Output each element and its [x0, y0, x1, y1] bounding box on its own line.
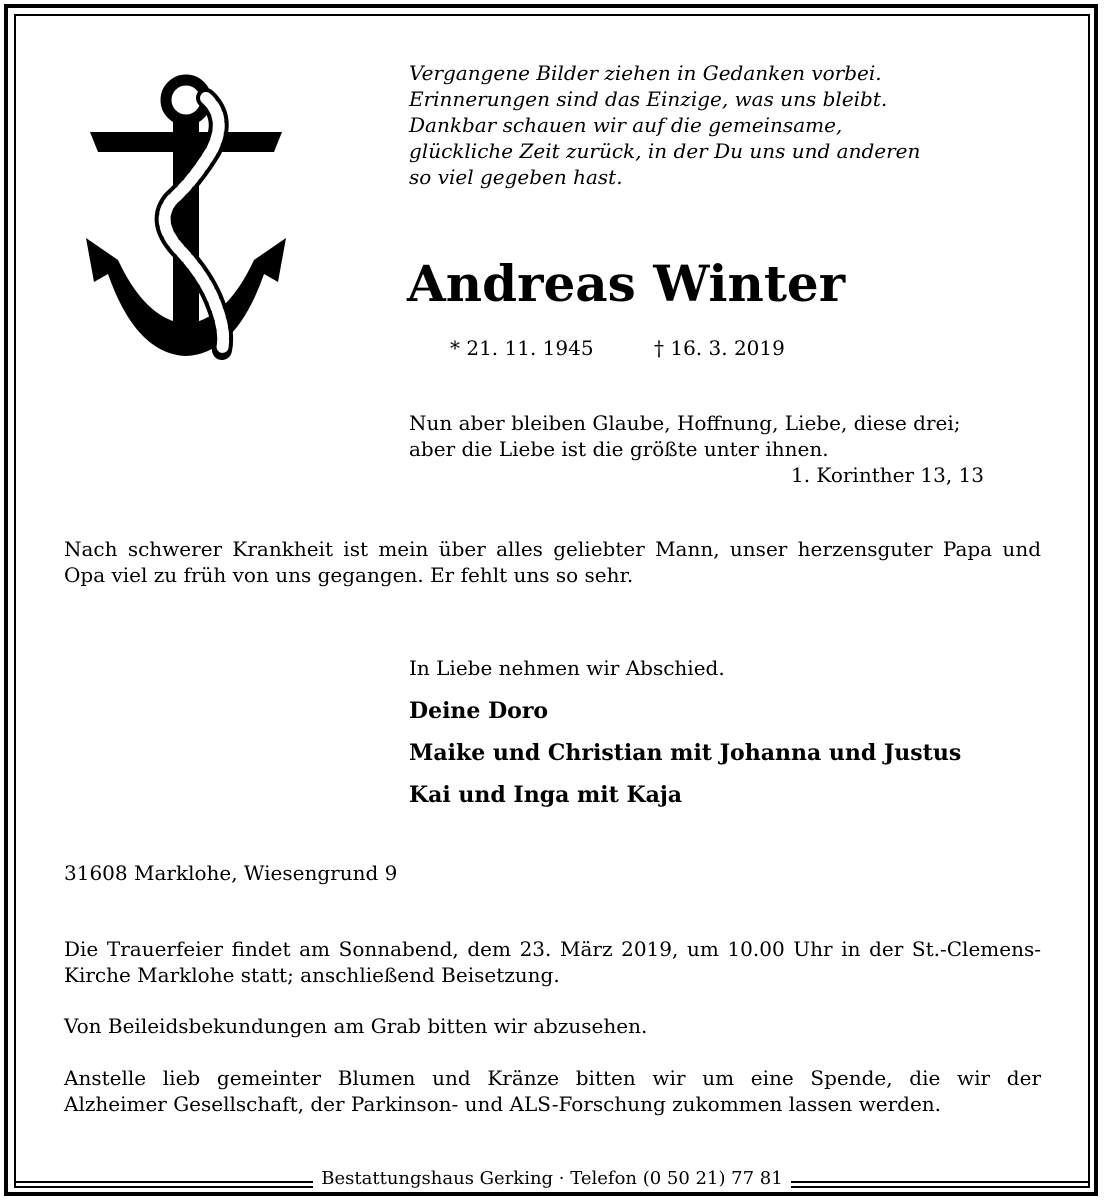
poem-line: so viel gegeben hast. — [409, 165, 623, 189]
donation-line: Alzheimer Gesellschaft, der Parkinson- und ALS-Forschung zukommen lassen werden. — [64, 1092, 942, 1116]
verse-line: Nun aber bleiben Glaube, Hoffnung, Liebe, diese drei; — [409, 411, 961, 435]
verse-reference: 1. Korinther 13, 13 — [790, 463, 984, 487]
deceased-name: Andreas Winter — [407, 254, 846, 313]
birth-date: * 21. 11. 1945 — [450, 336, 594, 360]
funeral-line: Die Trauerfeier findet am Sonnabend, dem 23. März 2019, um 10.00 Uhr in der St.-Clemens- — [64, 937, 1041, 961]
funeral-home-contact: Bestattungshaus Gerking · Telefon (0 50 21) 77 81 — [313, 1168, 790, 1189]
condolence-note — [64, 1013, 647, 1039]
notice-text — [64, 536, 1041, 588]
mourner-name: Kai und Inga mit Kaja — [409, 782, 683, 808]
poem — [409, 60, 1029, 190]
notice-line: Opa viel zu früh von uns gegangen. Er fehlt uns so sehr. — [64, 563, 634, 587]
poem-line: Vergangene Bilder ziehen in Gedanken vorbei. — [409, 61, 882, 85]
funeral-info — [64, 936, 1041, 988]
funeral-line: Kirche Marklohe statt; anschließend Beisetzung. — [64, 963, 560, 987]
address-line: 31608 Marklohe, Wiesengrund 9 — [64, 861, 398, 885]
footer — [0, 1168, 1104, 1190]
notice-line: Nach schwerer Krankheit ist mein über alles geliebter Mann, unser herzensguter Papa und — [64, 537, 1041, 561]
poem-line: Erinnerungen sind das Einzige, was uns bleibt. — [409, 87, 888, 111]
donation-line: Anstelle lieb gemeinter Blumen und Kränze bitten wir um eine Spende, die wir der — [64, 1066, 1041, 1090]
address — [64, 860, 397, 886]
death-date: † 16. 3. 2019 — [654, 336, 785, 360]
farewell-text: In Liebe nehmen wir Abschied. — [409, 656, 725, 680]
bible-verse — [409, 410, 984, 488]
anchor-icon — [76, 70, 296, 370]
poem-line: glückliche Zeit zurück, in der Du uns und anderen — [409, 139, 921, 163]
verse-line: aber die Liebe ist die größte unter ihnen. — [409, 437, 829, 461]
condolence-line: Von Beileidsbekundungen am Grab bitten wir abzusehen. — [64, 1014, 648, 1038]
mourner-name: Deine Doro — [409, 698, 549, 724]
mourner-name: Maike und Christian mit Johanna und Justus — [409, 740, 962, 766]
donation-request — [64, 1065, 1041, 1117]
poem-line: Dankbar schauen wir auf die gemeinsame, — [409, 113, 843, 137]
